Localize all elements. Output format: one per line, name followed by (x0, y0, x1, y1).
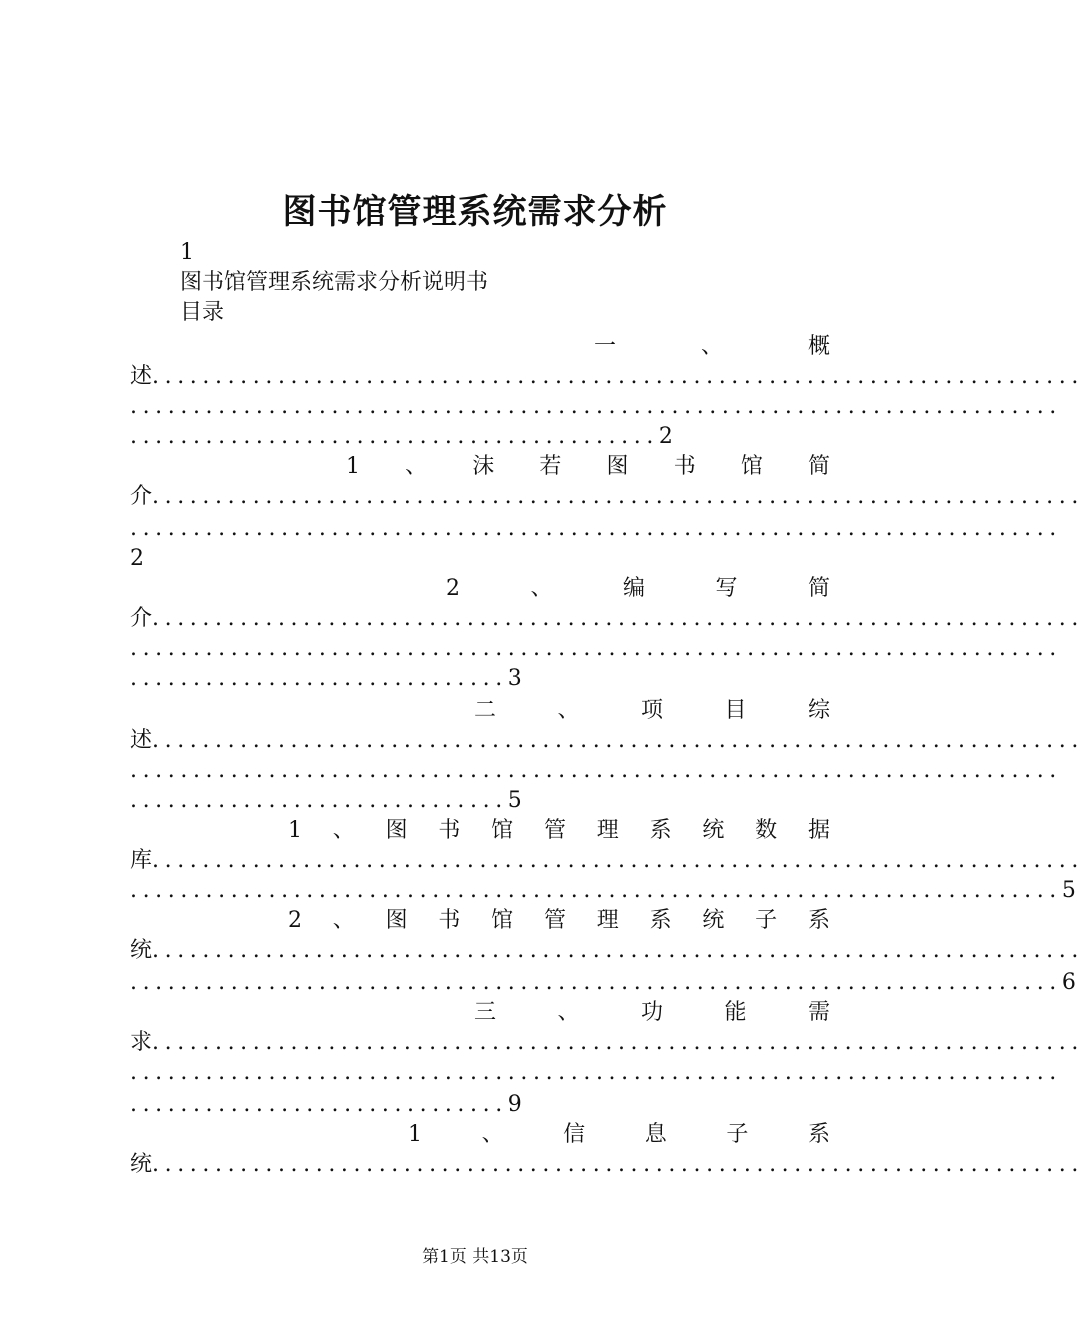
toc-char: 若 (539, 454, 562, 479)
toc-page-number: 3 (507, 666, 522, 691)
intro-line-2: 图书馆管理系统需求分析说明书 (180, 270, 489, 295)
toc-char: 图 (385, 908, 408, 933)
toc-dots-row: 库 .......................................................................... (130, 846, 830, 876)
toc-char: 系 (807, 908, 830, 933)
toc-dots-row: .......................................................................... 6 (130, 968, 704, 998)
toc-dots-row: .......................................................................... 5 (130, 876, 704, 906)
toc-dots-row: .......................................................................... (130, 758, 1062, 783)
toc-page-number: 5 (507, 788, 522, 813)
toc-char: 二 (474, 698, 497, 723)
toc-char: 据 (807, 818, 830, 843)
intro-line-1: 1 (180, 240, 194, 265)
toc-char: 简 (807, 454, 830, 479)
toc-char: 书 (438, 908, 461, 933)
toc-heading-5 (288, 906, 830, 936)
toc-char: 信 (563, 1122, 586, 1147)
toc-char: 馆 (740, 454, 763, 479)
toc-dots-row: .......................................................................... (130, 1060, 1062, 1085)
toc-dots-row: 述 .......................................................................... (130, 726, 830, 756)
toc-dots-row: 统 .......................................................................... (130, 1150, 830, 1180)
toc-tail: 库 (130, 848, 153, 873)
toc-dots-row: .............................. 9 (130, 1090, 334, 1120)
toc-page-number: 2 (130, 546, 144, 571)
toc-char: 1 (346, 454, 360, 479)
toc-char: 沫 (472, 454, 495, 479)
toc-char: 、 (700, 334, 723, 359)
toc-char: 写 (715, 576, 738, 601)
toc-dots-row: .......................................... 2 (130, 422, 440, 452)
toc-char: 1 (408, 1122, 422, 1147)
document-title: 图书馆管理系统需求分析 (282, 192, 668, 232)
toc-char: 2 (288, 908, 302, 933)
toc-heading-0 (594, 332, 830, 362)
toc-char: 能 (724, 1000, 747, 1025)
toc-dots-row: .............................. 3 (130, 664, 310, 694)
toc-tail: 述 (130, 728, 153, 753)
toc-heading-1 (346, 452, 830, 482)
toc-char: 馆 (491, 818, 514, 843)
toc-char: 编 (622, 576, 645, 601)
toc-char: 功 (640, 1000, 663, 1025)
toc-tail: 介 (130, 484, 153, 509)
toc-char: 书 (438, 818, 461, 843)
toc-char: 子 (726, 1122, 749, 1147)
toc-char: 图 (606, 454, 629, 479)
toc-char: 一 (594, 334, 617, 359)
toc-heading-6 (474, 998, 830, 1028)
toc-char: 图 (385, 818, 408, 843)
toc-char: 2 (446, 576, 460, 601)
toc-char: 子 (755, 908, 778, 933)
toc-tail: 求 (130, 1030, 153, 1055)
toc-tail: 述 (130, 364, 153, 389)
toc-char: 、 (481, 1122, 504, 1147)
toc-char: 、 (557, 1000, 580, 1025)
toc-char: 简 (807, 576, 830, 601)
toc-char: 理 (596, 818, 619, 843)
toc-char: 统 (702, 818, 725, 843)
toc-char: 、 (332, 908, 355, 933)
toc-dots-row: 介 .......................................................................... (130, 604, 830, 634)
toc-dots-row: .............................. 5 (130, 786, 334, 816)
page-footer: 第1页 共13页 (422, 1247, 528, 1267)
toc-dots-row: 求 .......................................................................... (130, 1028, 830, 1058)
toc-char: 数 (755, 818, 778, 843)
toc-char: 系 (649, 818, 672, 843)
toc-dots-row: 介 .......................................................................... (130, 482, 830, 512)
toc-char: 管 (543, 908, 566, 933)
toc-char: 统 (702, 908, 725, 933)
intro-line-3: 目录 (180, 300, 225, 325)
toc-char: 管 (543, 818, 566, 843)
toc-char: 系 (649, 908, 672, 933)
toc-char: 目 (724, 698, 747, 723)
toc-tail: 统 (130, 1152, 153, 1177)
toc-char: 、 (332, 818, 355, 843)
toc-dots-row: .......................................................................... (130, 516, 1062, 541)
toc-char: 、 (530, 576, 553, 601)
toc-tail: 统 (130, 938, 153, 963)
toc-char: 息 (644, 1122, 667, 1147)
toc-char: 项 (640, 698, 663, 723)
toc-heading-7 (408, 1120, 830, 1150)
toc-char: 、 (405, 454, 428, 479)
toc-dots-row: .......................................................................... (130, 394, 1062, 419)
toc-char: 需 (807, 1000, 830, 1025)
toc-tail: 介 (130, 606, 153, 631)
toc-dots-row: 统 .......................................................................... (130, 936, 830, 966)
toc-char: 馆 (491, 908, 514, 933)
toc-page-number: 2 (658, 424, 673, 449)
toc-char: 书 (673, 454, 696, 479)
toc-char: 三 (474, 1000, 497, 1025)
toc-char: 理 (596, 908, 619, 933)
toc-char: 综 (807, 698, 830, 723)
toc-char: 、 (557, 698, 580, 723)
toc-char: 系 (807, 1122, 830, 1147)
toc-heading-2 (446, 574, 830, 604)
toc-page-number: 6 (1061, 970, 1076, 995)
toc-heading-3 (474, 696, 830, 726)
toc-dots-row: .......................................................................... (130, 636, 1062, 661)
toc-page-number: 5 (1061, 878, 1076, 903)
toc-page-number: 9 (507, 1092, 522, 1117)
toc-dots-row: 述 .......................................................................... (130, 362, 830, 392)
toc-char: 1 (288, 818, 302, 843)
toc-char: 概 (807, 334, 830, 359)
toc-heading-4 (288, 816, 830, 846)
